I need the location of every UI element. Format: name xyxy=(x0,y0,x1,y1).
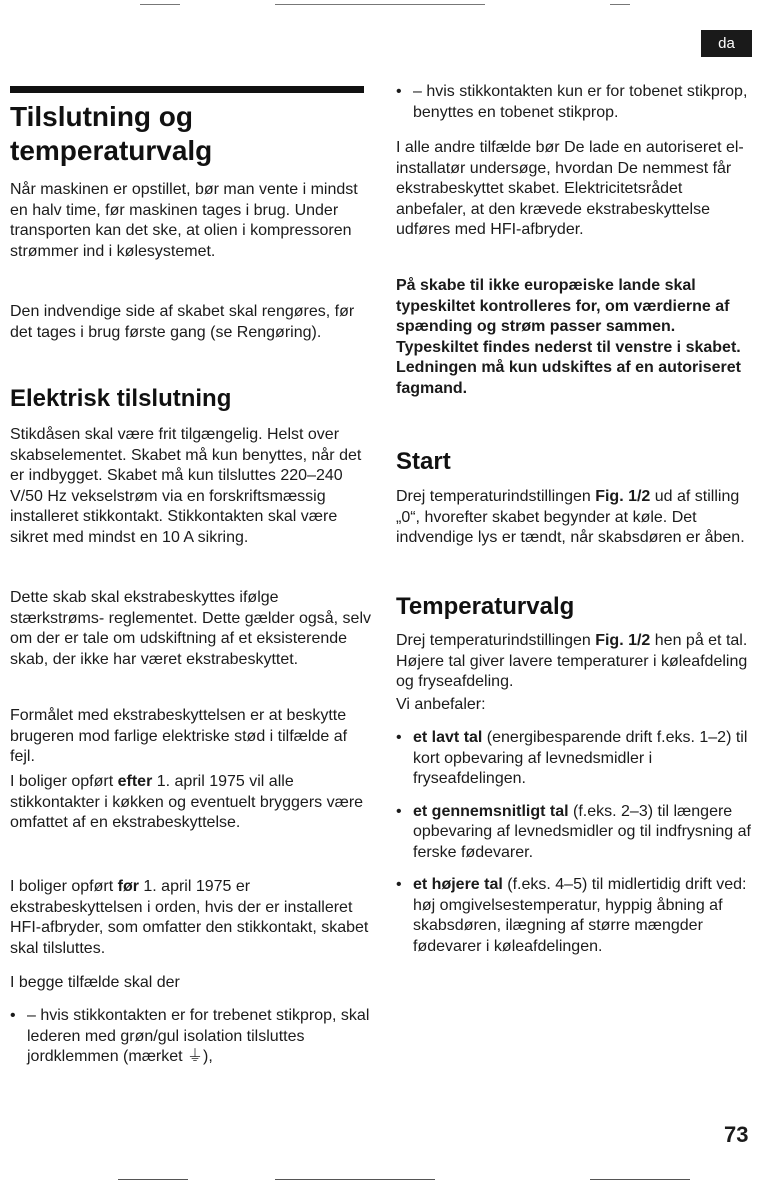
type-plate-paragraph: På skabe til ikke europæiske lande skal typeskiltet kontrolleres for, om værdierne af spænding og strøm passer sammen. Typeskiltet findes nederst til venstre i skabet. Ledningen må kun udskiftes af en autoriseret fagmand. xyxy=(396,277,741,397)
recommend-label: Vi anbefaler: xyxy=(396,696,486,713)
section-top-rule xyxy=(10,86,364,93)
header-scan-rule xyxy=(610,4,630,5)
recommendation-list xyxy=(396,728,758,957)
electric-heading: Elektrisk tilslutning xyxy=(10,385,232,412)
figure-reference: Fig. 1/2 xyxy=(595,488,651,505)
figure-reference: Fig. 1/2 xyxy=(595,632,651,649)
connection-list-right xyxy=(396,82,762,123)
start-text-a: Drej temperaturindstillingen xyxy=(396,488,596,505)
before-1975-text-a: I boliger opført xyxy=(10,878,118,895)
temperature-text-b: hen på et tal. Højere tal giver lavere temperaturer i køleafdeling og fryseafdeling. xyxy=(396,632,748,690)
cleaning-paragraph: Den indvendige side af skabet skal rengøres, før det tages i brug første gang (se Rengøring). xyxy=(10,303,355,341)
temperature-text-a: Drej temperaturindstillingen xyxy=(396,632,596,649)
list-item: • – hvis stikkontakten er for trebenet stikprop, skal lederen med grøn/gul isolation tilsluttes jordklemmen (mærket ⏚), xyxy=(10,1006,372,1068)
after-1975-text-a: I boliger opført xyxy=(10,773,118,790)
socket-paragraph: Stikdåsen skal være frit tilgængelig. Helst over skabselementet. Skabet må kun benyttes, når det er indbygget. Skabet må kun tilsluttes 220–240 V/50 Hz vekselstrøm via en forskriftsmæssig installeret stikkontakt. Stikkontakten skal være sikret med mindst en 10 A sikring. xyxy=(10,426,362,546)
recommendation-text: (f.eks. 2–3) til længere opbevaring af levnedsmidler og til indfrysning af ferske fødevarer. xyxy=(413,802,751,861)
installer-paragraph: I alle andre tilfælde bør De lade en autoriseret el-installatør undersøge, hvordan De nemmest får ekstrabeskyttet skabet. Elektricitetsrådet anbefaler, at den krævede ekstrabeskyttelse udføres med HFI-afbryder. xyxy=(396,139,744,238)
header-scan-rule xyxy=(140,4,180,5)
page-title: Tilslutning og temperaturvalg xyxy=(10,101,213,166)
temperature-heading: Temperaturvalg xyxy=(396,593,575,620)
intro-paragraph: Når maskinen er opstillet, bør man vente i mindst en halv time, før maskinen tages i brug. Under transporten kan det ske, at olien i kompressoren strømmer ind i kølesystemet. xyxy=(10,181,358,260)
language-badge: da xyxy=(701,30,752,57)
both-cases-paragraph: I begge tilfælde skal der xyxy=(10,974,180,991)
recommendation-text: (energibesparende drift f.eks. 1–2) til kort opbevaring af levnedsmidler i fryseafdelingen. xyxy=(413,729,748,787)
start-heading: Start xyxy=(396,448,451,475)
protection-paragraph: Dette skab skal ekstrabeskyttes ifølge stærkstrøms- reglementet. Dette gælder også, selv om der er tale om udskiftning af et eksisterende skab, der ikke har været ekstrabeskyttet. xyxy=(10,589,372,668)
list-item xyxy=(396,802,758,864)
header-scan-rule xyxy=(275,4,485,5)
after-1975-bold: efter xyxy=(117,773,153,790)
recommendation-bold: et gennemsnitligt tal xyxy=(413,802,569,820)
start-text-b: ud af stilling „0“, hvorefter skabet begynder at køle. Det indvendige lys er tændt, når skabsdøren er åben. xyxy=(396,488,745,546)
after-1975-text-b: 1. april 1975 vil alle stikkontakter i køkken og eventuelt bryggers være omfattet af en ekstrabeskyttelse. xyxy=(10,773,364,831)
footer-scan-rule xyxy=(118,1179,188,1180)
footer-scan-rule xyxy=(590,1179,690,1180)
before-1975-bold: før xyxy=(117,878,139,895)
page-number: 73 xyxy=(724,1122,749,1147)
before-1975-paragraph xyxy=(10,877,372,959)
list-item xyxy=(396,728,758,790)
list-item xyxy=(396,875,758,957)
recommendation-text: (f.eks. 4–5) til midlertidig drift ved: høj omgivelsestemperatur, hyppig åbning af skabsdøren, ilægning af større mængder fødevarer i køleafdelingen. xyxy=(413,876,747,955)
before-1975-text-b: 1. april 1975 er ekstrabeskyttelsen i orden, hvis der er installeret HFI-afbryder, som omfatter den stikkontakt, skabet skal tilsluttes. xyxy=(10,878,369,957)
recommendation-bold: et lavt tal xyxy=(413,729,483,746)
list-item: • – hvis stikkontakten kun er for tobenet stikprop, benyttes en tobenet stikprop. xyxy=(396,82,762,123)
after-1975-paragraph xyxy=(10,772,372,834)
recommendation-bold: et højere tal xyxy=(413,876,503,893)
temperature-paragraph xyxy=(396,631,758,693)
start-paragraph xyxy=(396,487,758,549)
connection-list-left xyxy=(10,1006,372,1068)
purpose-paragraph: Formålet med ekstrabeskyttelsen er at beskytte brugeren mod farlige elektriske stød i tilfælde af fejl. xyxy=(10,707,348,765)
footer-scan-rule xyxy=(275,1179,435,1180)
